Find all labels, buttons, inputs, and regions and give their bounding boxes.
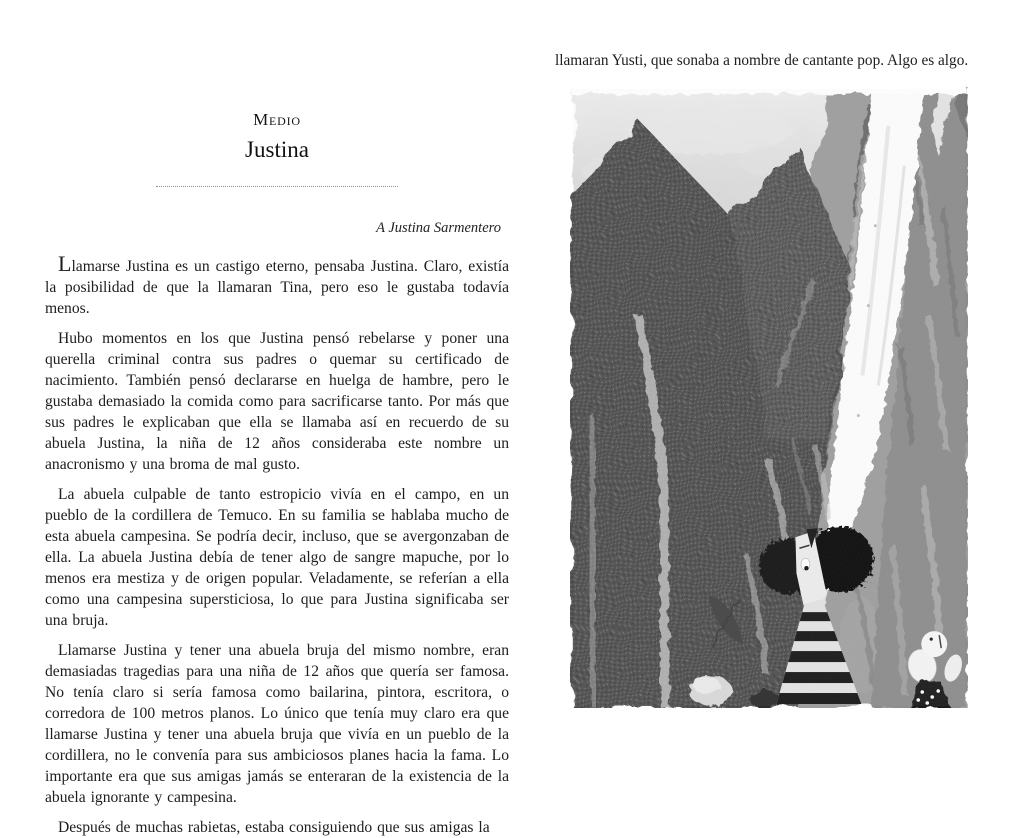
runover-line: llamaran Yusti, que sonaba a nombre de cantante pop. Algo es algo. (555, 52, 969, 69)
body-paragraph-4: Llamarse Justina y tener una abuela bruja del mismo nombre, eran demasiadas tragedias para una niña de 12 años que quería ser famosa. No tenía claro si sería famosa como bailarina, pintora, escritora, o corredora de 100 metros planos. Lo único que tenía muy claro era que llamarse Justina y tener una abuela bruja que vivía en un pueblo de la cordillera, no le convenía para sus ambiciosos planes hacia la fama. Lo importante era que sus amigas jamás se enteraran de la existencia de la abuela ignorante y campesina. (45, 642, 509, 806)
mountain-waterfall-girl-illustration (570, 86, 968, 708)
divider-rule (156, 186, 398, 187)
body-paragraph-3: La abuela culpable de tanto estropicio vivía en el campo, en un pueblo de la cordillera de Temuco. En su familia se hablaba mucho de esta abuela campesina. Se podría decir, incluso, que se avergonzaban de ella. La abuela Justina debía de tener algo de sangre mapuche, por lo menos era mestiza y de origen popular. Veladamente, se referían a ella como una campesina supersticiosa, lo que para Justina significaba ser una bruja. (45, 486, 509, 629)
canvas-grain (573, 89, 965, 706)
right-page (555, 52, 975, 708)
body-paragraph-5: Después de muchas rabietas, estaba consiguiendo que sus amigas la (58, 819, 490, 836)
left-page (45, 110, 509, 838)
section-label: Medio (253, 110, 301, 129)
page-title: Justina (245, 137, 309, 162)
body-paragraph-2: Hubo momentos en los que Justina pensó rebelarse y poner una querella criminal contra sus padres o quemar su certificado de nacimiento. También pensó declararse en huelga de hambre, pero le gustaba demasiado la comida como para sacrificarse tanto. Por más que sus padres le explicaban que ella se llamaba así en recuerdo de su abuela Justina, la niña de 12 años consideraba este nombre un anacronismo y una broma de mal gusto. (45, 330, 509, 473)
body-paragraph-1: Llamarse Justina es un castigo eterno, pensaba Justina. Claro, existía la posibilidad de que la llamaran Tina, pero eso le gustaba todavía menos. (45, 251, 509, 317)
dedication: A Justina Sarmentero (376, 220, 501, 236)
